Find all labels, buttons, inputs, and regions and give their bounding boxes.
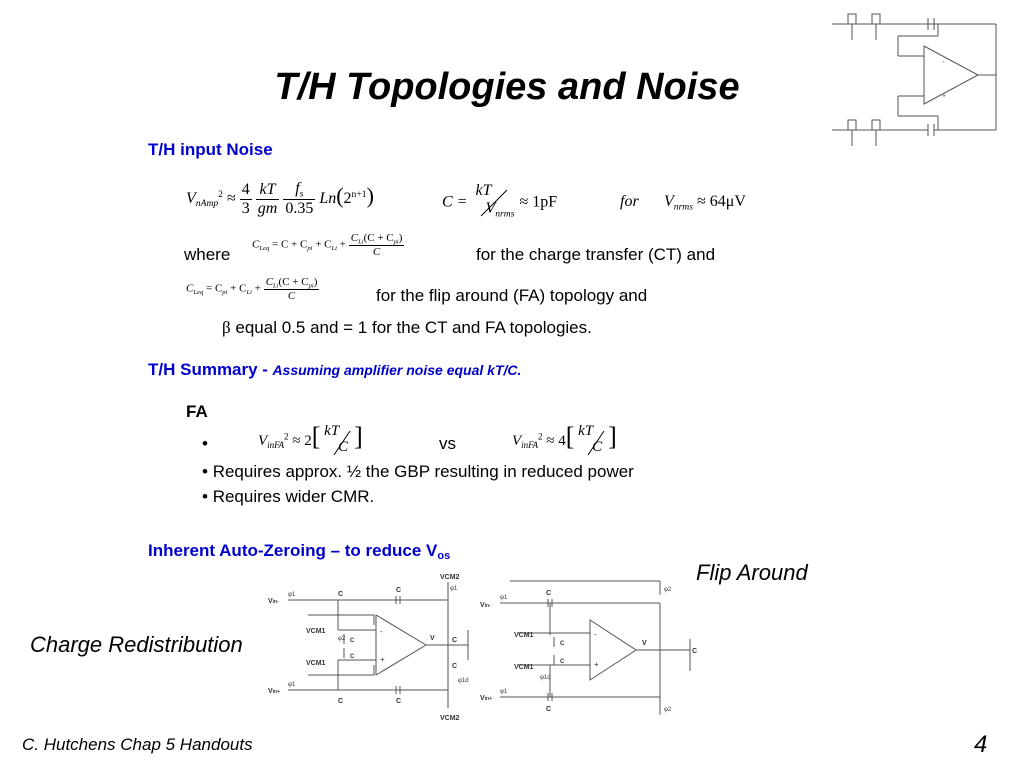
svg-text:φ1: φ1	[288, 682, 296, 688]
svg-text:VCM2: VCM2	[440, 574, 460, 581]
svg-text:φ1: φ1	[450, 586, 458, 592]
svg-text:φ1: φ1	[500, 689, 508, 695]
svg-text:Vin+: Vin+	[268, 688, 281, 695]
svg-text:C: C	[560, 641, 565, 647]
svg-text:C: C	[546, 590, 552, 597]
svg-text:φ1d: φ1d	[458, 678, 469, 684]
svg-text:C: C	[452, 637, 458, 644]
svg-text:C: C	[350, 638, 355, 644]
beta-line: β equal 0.5 and = 1 for the CT and FA topologies.	[222, 318, 592, 337]
bullet-reduced-power: • Requires approx. ½ the GBP resulting in reduced power	[202, 462, 634, 481]
slide-title: T/H Topologies and Noise	[274, 66, 740, 108]
svg-text:Vin+: Vin+	[480, 695, 493, 702]
fa-label: FA	[186, 402, 208, 421]
svg-text:V: V	[430, 635, 435, 642]
svg-text:C: C	[350, 654, 355, 660]
equation-cleq-fa: $C_{Leq} = C_{pi} + C_{Li}$ + $\frac{C_{Li}(C + C_{pi})}{C}$	[186, 276, 318, 303]
equation-vinfa-fa: $V_{inFA}^2 \approx 2$[ kT C ]	[258, 422, 363, 455]
where-label: where	[184, 245, 231, 264]
summary-heading: T/H Summary - Assuming amplifier noise equal kT/C.	[148, 360, 522, 379]
svg-text:C: C	[338, 698, 344, 705]
svg-text:C: C	[692, 648, 698, 655]
circuit-flip-around	[480, 575, 705, 725]
svg-text:φ1d: φ1d	[540, 675, 551, 681]
svg-text:VCM1: VCM1	[306, 660, 326, 667]
svg-text:φ2: φ2	[664, 587, 672, 593]
autozero-heading: Inherent Auto-Zeroing – to reduce Vos	[148, 541, 451, 562]
section-heading-input-noise: T/H input Noise	[148, 140, 273, 159]
svg-text:φ2: φ2	[664, 707, 672, 713]
svg-text:φ2: φ2	[338, 636, 346, 642]
svg-text:φ1: φ1	[288, 592, 296, 598]
svg-text:+: +	[942, 93, 947, 100]
equation-vnrms-value: $V_{nrms} \approx 64\mu V$	[664, 193, 746, 213]
svg-text:+: +	[594, 660, 599, 669]
svg-text:C: C	[338, 591, 344, 598]
svg-text:Vin-: Vin-	[480, 602, 491, 609]
fa-description: for the flip around (FA) topology and	[376, 286, 648, 305]
equation-vinfa-ct: $V_{inFA}^2 \approx 4$[ kT C ]	[512, 422, 617, 455]
svg-text:φ1: φ1	[500, 595, 508, 601]
equation-c-value: C = kT $V_{nrms}$ ≈ 1pF	[442, 182, 558, 220]
ct-description: for the charge transfer (CT) and	[476, 245, 716, 264]
vs-label: vs	[439, 434, 456, 453]
svg-text:C: C	[546, 706, 552, 713]
svg-text:-: -	[594, 630, 597, 639]
svg-text:+: +	[380, 655, 385, 664]
page-number: 4	[974, 731, 988, 758]
bullet-equation: •	[202, 434, 208, 453]
footer-source: C. Hutchens Chap 5 Handouts	[22, 735, 253, 754]
svg-text:VCM1: VCM1	[514, 632, 534, 639]
svg-text:Vin-: Vin-	[268, 598, 279, 605]
equation-namp-noise: $V_{nAmp}^2$ ≈ $\frac{4}{3}$ $\frac{kT}{gm}$ $\frac{f_s}{0.35}$ $Ln(2^{n+1})$	[186, 180, 374, 218]
flip-around-label: Flip Around	[696, 560, 808, 585]
svg-text:V: V	[642, 640, 647, 647]
equation-cleq-ct: $C_{Leq} = C + C_{pi} + C_{Li}$ + $\frac{C_{Li}(C + C_{pi})}{C}$	[252, 232, 403, 259]
charge-redistribution-label: Charge Redistribution	[30, 632, 243, 657]
svg-text:VCM1: VCM1	[306, 628, 326, 635]
svg-text:VCM2: VCM2	[440, 715, 460, 722]
equation-for-label: for	[620, 193, 639, 210]
svg-text:C: C	[396, 698, 402, 705]
circuit-charge-redistribution	[268, 570, 478, 725]
svg-text:VCM1: VCM1	[514, 664, 534, 671]
bullet-wider-cmr: • Requires wider CMR.	[202, 487, 375, 506]
svg-text:-: -	[942, 59, 945, 66]
svg-text:-: -	[380, 627, 383, 636]
svg-text:C: C	[396, 587, 402, 594]
svg-text:C: C	[560, 659, 565, 665]
svg-text:C: C	[452, 663, 458, 670]
